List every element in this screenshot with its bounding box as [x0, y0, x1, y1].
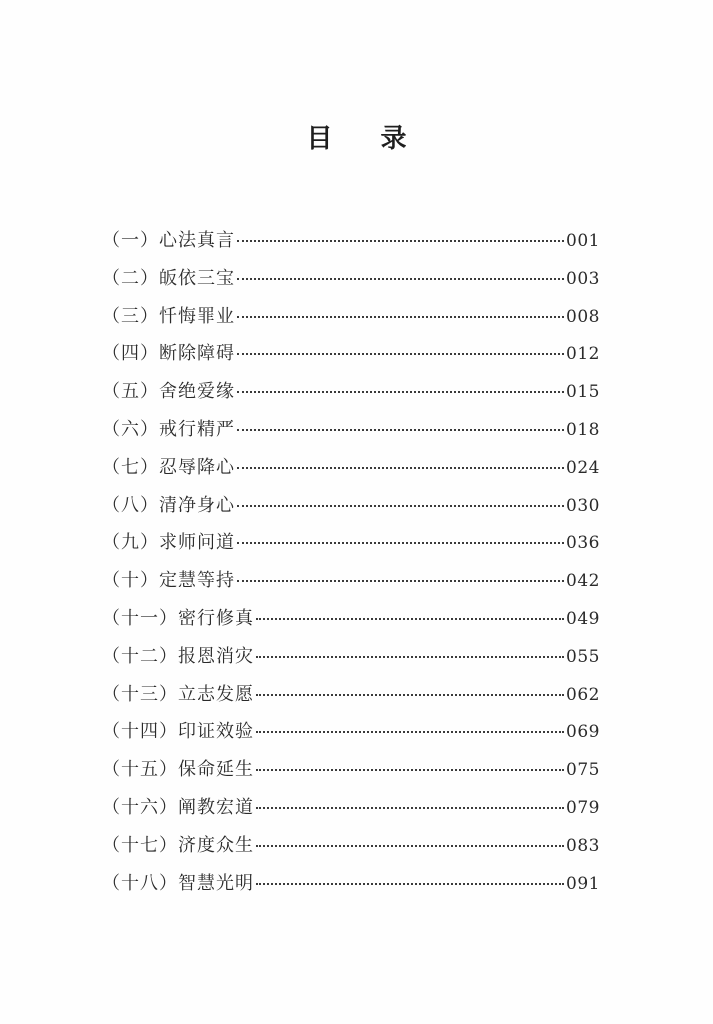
- toc-dot-leader: [237, 379, 564, 393]
- toc-entry-page-number: 003: [566, 268, 600, 289]
- toc-entry-number: （四）: [102, 343, 159, 365]
- toc-entry: [102, 755, 600, 793]
- toc-entry-page-number: 075: [566, 760, 600, 781]
- toc-entry-title: 印证效验: [178, 721, 254, 743]
- toc-entry-title: 阐教宏道: [178, 796, 254, 818]
- toc-entry-page-number: 049: [566, 608, 600, 629]
- toc-entry-page-number: 069: [566, 722, 600, 743]
- toc-dot-leader: [237, 493, 564, 507]
- toc-dot-leader: [256, 871, 564, 885]
- toc-entry-title: 立志发愿: [178, 683, 254, 705]
- toc-entry-number: （十八）: [102, 872, 178, 894]
- toc-entry-number: （十二）: [102, 645, 178, 667]
- toc-dot-leader: [237, 341, 564, 355]
- toc-entry: [102, 226, 600, 264]
- toc-entry-title: 保命延生: [178, 759, 254, 781]
- toc-entry-title: 忍辱降心: [159, 456, 235, 478]
- toc-entry-page-number: 036: [566, 533, 600, 554]
- toc-entry: [102, 831, 600, 869]
- toc-dot-leader: [237, 266, 564, 280]
- toc-entry: [102, 566, 600, 604]
- toc-entry: [102, 717, 600, 755]
- toc-entry-number: （十四）: [102, 721, 178, 743]
- toc-dot-leader: [256, 644, 564, 658]
- toc-entry-number: （三）: [102, 305, 159, 327]
- toc-entry-number: （十三）: [102, 683, 178, 705]
- toc-entry-page-number: 018: [566, 419, 600, 440]
- title-char-2: 录: [380, 124, 407, 154]
- toc-entry: [102, 302, 600, 340]
- toc-entry-number: （二）: [102, 267, 159, 289]
- toc-entry-number: （六）: [102, 418, 159, 440]
- toc-dot-leader: [256, 682, 564, 696]
- toc-entry-page-number: 062: [566, 684, 600, 705]
- toc-entry-title: 心法真言: [159, 230, 235, 251]
- toc-entry: [102, 869, 600, 907]
- toc-entry-number: （十一）: [102, 607, 178, 629]
- toc-dot-leader: [237, 530, 564, 544]
- toc-dot-leader: [256, 833, 564, 847]
- toc-entry-number: （一）: [102, 230, 159, 251]
- toc-entry-page-number: 079: [566, 797, 600, 818]
- toc-entry-page-number: 083: [566, 835, 600, 856]
- toc-entry-title: 舍绝爱缘: [159, 381, 235, 403]
- toc-entry-page-number: 001: [566, 231, 600, 251]
- toc-entry-title: 皈依三宝: [159, 267, 235, 289]
- toc-entry-page-number: 030: [566, 495, 600, 516]
- toc-entry-number: （九）: [102, 532, 159, 554]
- toc-entry: [102, 528, 600, 566]
- toc-entry-page-number: 055: [566, 646, 600, 667]
- toc-entry: [102, 453, 600, 491]
- toc-entry-page-number: 042: [566, 571, 600, 592]
- toc-entry: [102, 339, 600, 377]
- toc-entry-page-number: 012: [566, 344, 600, 365]
- toc-dot-leader: [237, 568, 564, 582]
- toc-entry-title: 密行修真: [178, 607, 254, 629]
- toc-entry-number: （八）: [102, 494, 159, 516]
- toc-entry-title: 报恩消灾: [178, 645, 254, 667]
- toc-dot-leader: [237, 417, 564, 431]
- toc-entry-title: 智慧光明: [178, 872, 254, 894]
- toc-entry: [102, 491, 600, 529]
- table-of-contents: [102, 226, 600, 906]
- toc-entry-title: 清净身心: [159, 494, 235, 516]
- toc-entry: [102, 604, 600, 642]
- toc-dot-leader: [237, 304, 564, 318]
- toc-entry-title: 济度众生: [178, 834, 254, 856]
- page-title: [0, 118, 713, 155]
- toc-entry-page-number: 091: [566, 873, 600, 894]
- toc-dot-leader: [256, 795, 564, 809]
- toc-dot-leader: [256, 719, 564, 733]
- toc-dot-leader: [256, 757, 564, 771]
- toc-entry: [102, 377, 600, 415]
- title-char-1: 目: [306, 124, 333, 154]
- toc-entry: [102, 264, 600, 302]
- toc-entry-title: 戒行精严: [159, 418, 235, 440]
- toc-entry: [102, 415, 600, 453]
- toc-dot-leader: [237, 455, 564, 469]
- toc-entry-title: 忏悔罪业: [159, 305, 235, 327]
- toc-entry-page-number: 024: [566, 457, 600, 478]
- toc-entry-title: 定慧等持: [159, 570, 235, 592]
- toc-entry: [102, 793, 600, 831]
- toc-entry-number: （五）: [102, 381, 159, 403]
- toc-entry: [102, 680, 600, 718]
- toc-entry-page-number: 008: [566, 306, 600, 327]
- toc-dot-leader: [256, 606, 564, 620]
- toc-dot-leader: [237, 228, 564, 242]
- toc-entry: [102, 642, 600, 680]
- toc-entry-number: （七）: [102, 456, 159, 478]
- toc-entry-number: （十五）: [102, 759, 178, 781]
- toc-entry-title: 断除障碍: [159, 343, 235, 365]
- toc-entry-page-number: 015: [566, 382, 600, 403]
- toc-entry-number: （十）: [102, 570, 159, 592]
- toc-entry-number: （十六）: [102, 796, 178, 818]
- toc-entry-title: 求师问道: [159, 532, 235, 554]
- toc-entry-number: （十七）: [102, 834, 178, 856]
